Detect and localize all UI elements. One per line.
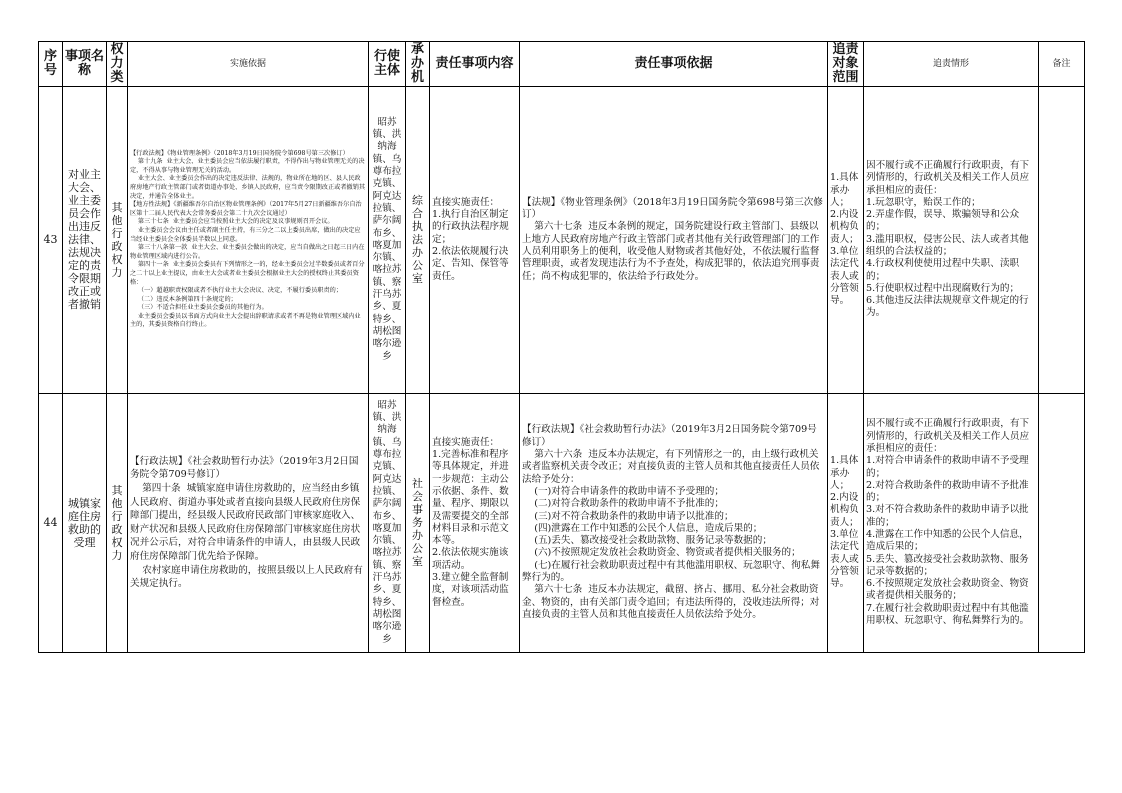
row-resp-content: 直接实施责任： 1.完善标准和程序等具体规定，并进一步规范：主动公示依据、条件、数量、程序、期限以及需要提交的全部材料目录和示范文本等。 2.依法依规实施该项活动。 3.建立健全监督制度，对该项活动监督检查。	[430, 393, 520, 652]
row-handling: 综合执法办公室	[406, 87, 430, 394]
row-item-name: 城镇家庭住房救助的受理	[63, 393, 107, 652]
header-circumstances: 追责情形	[864, 42, 1039, 87]
row-remarks	[1039, 87, 1085, 394]
row-seq: 43	[39, 87, 63, 394]
header-remarks: 备注	[1039, 42, 1085, 87]
row-resp-basis: 【法规】《物业管理条例》（2018年3月19日国务院令第698号第三次修订） 第六十七条 违反本条例的规定，国务院建设行政主管部门、县级以上地方人民政府房地产行政主管部门或者其他有关行政管理部门的工作人员利用职务上的便利，收受他人财物或者其他好处，不依法履行监督管理职责，或者发现违法行为不予查处，构成犯罪的，依法追究刑事责任；尚不构成犯罪的，依法给予行政处分。	[520, 87, 828, 394]
header-resp-basis: 责任事项依据	[520, 42, 828, 87]
row-subject: 昭苏镇、洪纳海镇、乌尊布拉克镇、阿克达拉镇、萨尔阔布乡、喀夏加尔镇、喀拉苏镇、察汗乌苏乡、夏特乡、胡松图喀尔逊乡	[369, 393, 406, 652]
row-resp-content: 直接实施责任： 1.执行自治区制定的行政执法程序规定； 2.依法依规履行决定、告知、保管等责任。	[430, 87, 520, 394]
header-item-name: 事项名称	[63, 42, 107, 87]
header-accountable: 追责对象范围	[828, 42, 864, 87]
row-remarks	[1039, 393, 1085, 652]
table-header-row	[39, 42, 1085, 87]
row-seq: 44	[39, 393, 63, 652]
header-basis: 实施依据	[128, 42, 369, 87]
row-resp-basis: 【行政法规】《社会救助暂行办法》（2019年3月2日国务院令第709号修订） 第六十六条 违反本办法规定，有下列情形之一的，由上级行政机关或者监察机关责令改正；对直接负责的主管人员和其他直接责任人员依法给予处分： (一)对符合申请条件的救助申请不予受理的； (二)对符合救助条件的救助申请不予批准的； (三)对不符合救助条件的救助申请予以批准的； (四)泄露在工作中知悉的公民个人信息，造成后果的； (五)丢失、篡改接受社会救助款物、服务记录等数据的； (六)不按照规定发放社会救助资金、物资或者提供相关服务的； (七)在履行社会救助职责过程中有其他滥用职权、玩忽职守、徇私舞弊行为的。 第六十七条 违反本办法规定，截留、挤占、挪用、私分社会救助资金、物资的，由有关部门责令追回；有违法所得的，没收违法所得；对直接负责的主管人员和其他直接责任人员依法给予处分。	[520, 393, 828, 652]
row-circumstances: 因不履行或不正确履行行政职责，有下列情形的，行政机关及相关工作人员应承担相应的责任： 1.玩忽职守，贻误工作的； 2.弄虚作假，误导、欺骗领导和公众的； 3.滥用职权，侵害公民、法人或者其他组织的合法权益的； 4.行政权利使使用过程中失职、渎职的； 5.行使职权过程中出现腐败行为的； 6.其他违反法律法规规章文件规定的行为。	[864, 87, 1039, 394]
header-handling: 承办机	[406, 42, 430, 87]
table-row	[39, 393, 1085, 652]
row-basis: 【行政法规】《物业管理条例》（2018年3月19日国务院令第698号第三次修订） 第十九条 业主大会、业主委员会应当依法履行职责，不得作出与物业管理无关的决定，不得从事与物业管理无关的活动。 业主大会、业主委员会作出的决定违反法律、法规的，物业所在地的区、县人民政府房地产行政主管部门或者街道办事处、乡镇人民政府，应当责令限期改正或者撤销其决定，并通告全体业主。 【地方性法规】《新疆维吾尔自治区物业管理条例》（2017年5月27日新疆维吾尔自治区第十二届人民代表大会常务委员会第二十九次会议通过） 第三十七条 业主委员会应当按照业主大会的决定及议事规则召开会议。 业主委员会会议由主任或者副主任主持，有三分之二以上委员出席，做出的决定应当经业主委员会全体委员半数以上同意。 第三十八条第一款 业主大会、业主委员会做出的决定，应当自做出之日起三日内在物业管理区域内进行公告。 第四十一条 业主委员会委员有下列情形之一的，经业主委员会过半数委员或者百分之二十以上业主提议，由业主大会或者业主委员会根据业主大会的授权终止其委员资格： （一）超越职责权限或者不执行业主大会决议、决定，不履行委员职责的； （二）违反本条例第四十条规定的； （三）不适合担任业主委员会委员的其他行为。 业主委员会委员以书面方式向业主大会提出辞职请求或者不再是物业管理区域内业主的，其委员资格自行终止。	[128, 87, 369, 394]
row-power-type: 其他行政权力	[107, 87, 128, 394]
header-power-type: 权力类	[107, 42, 128, 87]
header-resp-content: 责任事项内容	[430, 42, 520, 87]
header-subject: 行使主体	[369, 42, 406, 87]
row-circumstances: 因不履行或不正确履行行政职责，有下列情形的，行政机关及相关工作人员应承担相应的责任： 1.对符合申请条件的救助申请不予受理的； 2.对符合救助条件的救助申请不予批准的； 3.对不符合救助条件的救助申请予以批准的； 4.泄露在工作中知悉的公民个人信息，造成后果的； 5.丢失、篡改接受社会救助款物、服务记录等数据的； 6.不按照规定发放社会救助资金、物资或者提供相关服务的； 7.在履行社会救助职责过程中有其他滥用职权、玩忽职守、徇私舞弊行为的。	[864, 393, 1039, 652]
table-row	[39, 87, 1085, 394]
row-subject: 昭苏镇、洪纳海镇、乌尊布拉克镇、阿克达拉镇、萨尔阔布乡、喀夏加尔镇、喀拉苏镇、察汗乌苏乡、夏特乡、胡松图喀尔逊乡	[369, 87, 406, 394]
responsibility-list-table	[38, 41, 1085, 653]
header-seq: 序号	[39, 42, 63, 87]
row-accountable: 1.具体承办人； 2.内设机构负责人； 3.单位法定代表人或分管领导。	[828, 393, 864, 652]
row-power-type: 其他行政权力	[107, 393, 128, 652]
row-accountable: 1.具体承办人； 2.内设机构负责人； 3.单位法定代表人或分管领导。	[828, 87, 864, 394]
row-basis: 【行政法规】《社会救助暂行办法》（2019年3月2日国务院令第709号修订） 第四十条 城镇家庭申请住房救助的，应当经由乡镇人民政府、街道办事处或者直接向县级人民政府住房保障部门提出，经县级人民政府民政部门审核家庭收入、财产状况和县级人民政府住房保障部门审核家庭住房状况并公示后，对符合申请条件的申请人，由县级人民政府住房保障部门优先给予保障。 农村家庭申请住房救助的，按照县级以上人民政府有关规定执行。	[128, 393, 369, 652]
row-handling: 社会事务办公室	[406, 393, 430, 652]
row-item-name: 对业主大会、业主委员会作出违反法律、法规决定的责令限期改正或者撤销	[63, 87, 107, 394]
